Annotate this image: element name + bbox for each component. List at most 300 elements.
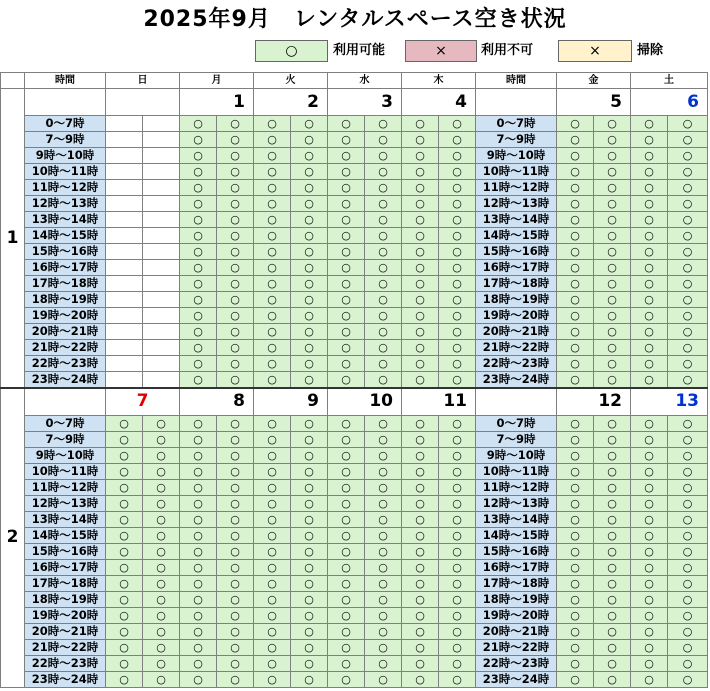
slot-cell[interactable]: ○ [557, 559, 594, 575]
slot-cell[interactable]: ○ [439, 212, 476, 228]
slot-cell[interactable]: ○ [291, 196, 328, 212]
slot-cell[interactable]: ○ [594, 372, 631, 389]
slot-cell[interactable]: ○ [106, 543, 143, 559]
slot-cell[interactable]: ○ [365, 132, 402, 148]
slot-cell[interactable]: ○ [365, 655, 402, 671]
slot-cell[interactable]: ○ [143, 607, 180, 623]
slot-cell[interactable]: ○ [106, 447, 143, 463]
slot-cell[interactable]: ○ [328, 447, 365, 463]
slot-cell[interactable]: ○ [439, 447, 476, 463]
slot-cell[interactable]: ○ [106, 655, 143, 671]
slot-cell[interactable]: ○ [557, 356, 594, 372]
slot-cell[interactable]: ○ [557, 495, 594, 511]
slot-cell[interactable]: ○ [439, 623, 476, 639]
slot-cell[interactable]: ○ [439, 132, 476, 148]
slot-cell[interactable]: ○ [365, 148, 402, 164]
slot-cell[interactable]: ○ [106, 591, 143, 607]
slot-cell[interactable]: ○ [439, 543, 476, 559]
slot-cell[interactable]: ○ [365, 543, 402, 559]
slot-cell[interactable]: ○ [106, 639, 143, 655]
slot-cell[interactable]: ○ [594, 607, 631, 623]
slot-cell[interactable]: ○ [402, 495, 439, 511]
slot-cell[interactable]: ○ [439, 527, 476, 543]
slot-cell[interactable]: ○ [217, 575, 254, 591]
slot-cell[interactable]: ○ [180, 607, 217, 623]
slot-cell[interactable]: ○ [106, 415, 143, 431]
slot-cell[interactable]: ○ [668, 543, 708, 559]
slot-cell[interactable]: ○ [180, 356, 217, 372]
slot-cell[interactable]: ○ [668, 372, 708, 389]
slot-cell[interactable]: ○ [254, 116, 291, 132]
slot-cell[interactable]: ○ [365, 276, 402, 292]
slot-cell[interactable]: ○ [402, 575, 439, 591]
slot-cell[interactable]: ○ [254, 356, 291, 372]
slot-cell[interactable]: ○ [291, 308, 328, 324]
slot-cell[interactable]: ○ [365, 463, 402, 479]
slot-cell[interactable]: ○ [557, 463, 594, 479]
slot-cell[interactable]: ○ [402, 543, 439, 559]
slot-cell[interactable]: ○ [291, 276, 328, 292]
slot-cell[interactable]: ○ [631, 212, 668, 228]
slot-cell[interactable]: ○ [291, 575, 328, 591]
slot-cell[interactable]: ○ [254, 260, 291, 276]
slot-cell[interactable]: ○ [217, 148, 254, 164]
slot-cell[interactable]: ○ [217, 244, 254, 260]
slot-cell[interactable]: ○ [254, 495, 291, 511]
slot-cell[interactable]: ○ [668, 575, 708, 591]
slot-cell[interactable]: ○ [180, 671, 217, 687]
slot-cell[interactable]: ○ [180, 244, 217, 260]
slot-cell[interactable]: ○ [291, 447, 328, 463]
slot-cell[interactable]: ○ [594, 655, 631, 671]
slot-cell[interactable]: ○ [594, 292, 631, 308]
slot-cell[interactable]: ○ [180, 308, 217, 324]
slot-cell[interactable]: ○ [631, 607, 668, 623]
slot-cell[interactable]: ○ [106, 511, 143, 527]
slot-cell[interactable]: ○ [594, 356, 631, 372]
slot-cell[interactable]: ○ [402, 431, 439, 447]
slot-cell[interactable]: ○ [668, 431, 708, 447]
slot-cell[interactable]: ○ [594, 527, 631, 543]
slot-cell[interactable]: ○ [217, 655, 254, 671]
slot-cell[interactable]: ○ [328, 527, 365, 543]
slot-cell[interactable]: ○ [439, 479, 476, 495]
slot-cell[interactable]: ○ [106, 527, 143, 543]
slot-cell[interactable]: ○ [291, 212, 328, 228]
slot-cell[interactable]: ○ [557, 212, 594, 228]
slot-cell[interactable]: ○ [402, 276, 439, 292]
slot-cell[interactable]: ○ [254, 415, 291, 431]
slot-cell[interactable]: ○ [143, 655, 180, 671]
slot-cell[interactable]: ○ [439, 324, 476, 340]
slot-cell[interactable]: ○ [254, 511, 291, 527]
slot-cell[interactable]: ○ [402, 479, 439, 495]
slot-cell[interactable]: ○ [217, 180, 254, 196]
slot-cell[interactable]: ○ [365, 228, 402, 244]
slot-cell[interactable]: ○ [439, 639, 476, 655]
slot-cell[interactable]: ○ [594, 431, 631, 447]
slot-cell[interactable]: ○ [631, 356, 668, 372]
slot-cell[interactable]: ○ [594, 148, 631, 164]
slot-cell[interactable]: ○ [668, 228, 708, 244]
slot-cell[interactable]: ○ [365, 260, 402, 276]
slot-cell[interactable]: ○ [668, 655, 708, 671]
slot-cell[interactable]: ○ [365, 415, 402, 431]
slot-cell[interactable]: ○ [557, 148, 594, 164]
slot-cell[interactable]: ○ [291, 543, 328, 559]
slot-cell[interactable]: ○ [254, 671, 291, 687]
slot-cell[interactable]: ○ [557, 511, 594, 527]
slot-cell[interactable]: ○ [180, 447, 217, 463]
slot-cell[interactable]: ○ [217, 543, 254, 559]
slot-cell[interactable]: ○ [365, 372, 402, 389]
slot-cell[interactable]: ○ [402, 148, 439, 164]
slot-cell[interactable]: ○ [254, 607, 291, 623]
slot-cell[interactable]: ○ [217, 228, 254, 244]
slot-cell[interactable]: ○ [180, 623, 217, 639]
slot-cell[interactable]: ○ [328, 116, 365, 132]
slot-cell[interactable]: ○ [402, 463, 439, 479]
slot-cell[interactable]: ○ [291, 228, 328, 244]
slot-cell[interactable]: ○ [217, 431, 254, 447]
slot-cell[interactable]: ○ [254, 212, 291, 228]
slot-cell[interactable]: ○ [557, 244, 594, 260]
slot-cell[interactable]: ○ [631, 623, 668, 639]
slot-cell[interactable]: ○ [668, 591, 708, 607]
slot-cell[interactable]: ○ [365, 431, 402, 447]
slot-cell[interactable]: ○ [402, 132, 439, 148]
slot-cell[interactable]: ○ [631, 180, 668, 196]
slot-cell[interactable]: ○ [439, 228, 476, 244]
slot-cell[interactable]: ○ [439, 463, 476, 479]
slot-cell[interactable]: ○ [631, 244, 668, 260]
slot-cell[interactable]: ○ [594, 212, 631, 228]
slot-cell[interactable]: ○ [557, 324, 594, 340]
slot-cell[interactable]: ○ [217, 607, 254, 623]
slot-cell[interactable]: ○ [365, 244, 402, 260]
slot-cell[interactable]: ○ [668, 447, 708, 463]
slot-cell[interactable]: ○ [557, 308, 594, 324]
slot-cell[interactable]: ○ [217, 623, 254, 639]
slot-cell[interactable]: ○ [365, 559, 402, 575]
slot-cell[interactable]: ○ [594, 511, 631, 527]
slot-cell[interactable]: ○ [439, 511, 476, 527]
slot-cell[interactable]: ○ [668, 324, 708, 340]
slot-cell[interactable]: ○ [668, 671, 708, 687]
slot-cell[interactable]: ○ [328, 340, 365, 356]
slot-cell[interactable]: ○ [328, 463, 365, 479]
slot-cell[interactable]: ○ [328, 671, 365, 687]
slot-cell[interactable]: ○ [328, 415, 365, 431]
slot-cell[interactable]: ○ [557, 543, 594, 559]
slot-cell[interactable]: ○ [217, 527, 254, 543]
slot-cell[interactable]: ○ [106, 463, 143, 479]
slot-cell[interactable]: ○ [291, 591, 328, 607]
slot-cell[interactable]: ○ [439, 276, 476, 292]
slot-cell[interactable]: ○ [557, 132, 594, 148]
slot-cell[interactable]: ○ [254, 180, 291, 196]
slot-cell[interactable]: ○ [439, 116, 476, 132]
slot-cell[interactable]: ○ [254, 431, 291, 447]
slot-cell[interactable]: ○ [106, 623, 143, 639]
slot-cell[interactable]: ○ [106, 431, 143, 447]
slot-cell[interactable]: ○ [631, 479, 668, 495]
slot-cell[interactable]: ○ [365, 324, 402, 340]
slot-cell[interactable]: ○ [217, 308, 254, 324]
slot-cell[interactable]: ○ [631, 292, 668, 308]
slot-cell[interactable]: ○ [594, 324, 631, 340]
slot-cell[interactable]: ○ [668, 340, 708, 356]
slot-cell[interactable]: ○ [557, 228, 594, 244]
slot-cell[interactable]: ○ [594, 164, 631, 180]
slot-cell[interactable]: ○ [557, 196, 594, 212]
slot-cell[interactable]: ○ [328, 543, 365, 559]
slot-cell[interactable]: ○ [180, 164, 217, 180]
slot-cell[interactable]: ○ [328, 479, 365, 495]
slot-cell[interactable]: ○ [594, 543, 631, 559]
slot-cell[interactable]: ○ [365, 527, 402, 543]
slot-cell[interactable]: ○ [180, 527, 217, 543]
slot-cell[interactable]: ○ [291, 559, 328, 575]
slot-cell[interactable]: ○ [668, 212, 708, 228]
slot-cell[interactable]: ○ [402, 164, 439, 180]
slot-cell[interactable]: ○ [180, 148, 217, 164]
slot-cell[interactable]: ○ [402, 228, 439, 244]
slot-cell[interactable]: ○ [668, 623, 708, 639]
slot-cell[interactable]: ○ [439, 148, 476, 164]
slot-cell[interactable]: ○ [180, 463, 217, 479]
slot-cell[interactable]: ○ [291, 607, 328, 623]
slot-cell[interactable]: ○ [402, 372, 439, 389]
slot-cell[interactable]: ○ [143, 639, 180, 655]
slot-cell[interactable]: ○ [439, 260, 476, 276]
slot-cell[interactable]: ○ [328, 180, 365, 196]
slot-cell[interactable]: ○ [254, 463, 291, 479]
slot-cell[interactable]: ○ [557, 607, 594, 623]
slot-cell[interactable]: ○ [594, 479, 631, 495]
slot-cell[interactable]: ○ [328, 591, 365, 607]
slot-cell[interactable]: ○ [365, 671, 402, 687]
slot-cell[interactable]: ○ [254, 447, 291, 463]
slot-cell[interactable]: ○ [143, 447, 180, 463]
slot-cell[interactable]: ○ [631, 447, 668, 463]
slot-cell[interactable]: ○ [668, 260, 708, 276]
slot-cell[interactable]: ○ [365, 511, 402, 527]
slot-cell[interactable]: ○ [217, 356, 254, 372]
slot-cell[interactable]: ○ [180, 415, 217, 431]
slot-cell[interactable]: ○ [631, 495, 668, 511]
slot-cell[interactable]: ○ [328, 308, 365, 324]
slot-cell[interactable]: ○ [291, 244, 328, 260]
slot-cell[interactable]: ○ [217, 164, 254, 180]
slot-cell[interactable]: ○ [557, 340, 594, 356]
slot-cell[interactable]: ○ [631, 116, 668, 132]
slot-cell[interactable]: ○ [328, 607, 365, 623]
slot-cell[interactable]: ○ [439, 356, 476, 372]
slot-cell[interactable]: ○ [631, 431, 668, 447]
slot-cell[interactable]: ○ [291, 340, 328, 356]
slot-cell[interactable]: ○ [668, 292, 708, 308]
slot-cell[interactable]: ○ [254, 132, 291, 148]
slot-cell[interactable]: ○ [291, 671, 328, 687]
slot-cell[interactable]: ○ [291, 356, 328, 372]
slot-cell[interactable]: ○ [557, 447, 594, 463]
slot-cell[interactable]: ○ [180, 431, 217, 447]
slot-cell[interactable]: ○ [106, 607, 143, 623]
slot-cell[interactable]: ○ [254, 292, 291, 308]
slot-cell[interactable]: ○ [291, 431, 328, 447]
slot-cell[interactable]: ○ [668, 308, 708, 324]
slot-cell[interactable]: ○ [106, 495, 143, 511]
slot-cell[interactable]: ○ [328, 511, 365, 527]
slot-cell[interactable]: ○ [217, 132, 254, 148]
slot-cell[interactable]: ○ [402, 356, 439, 372]
slot-cell[interactable]: ○ [291, 132, 328, 148]
slot-cell[interactable]: ○ [217, 447, 254, 463]
slot-cell[interactable]: ○ [180, 212, 217, 228]
slot-cell[interactable]: ○ [365, 591, 402, 607]
slot-cell[interactable]: ○ [180, 180, 217, 196]
slot-cell[interactable]: ○ [328, 655, 365, 671]
slot-cell[interactable]: ○ [631, 164, 668, 180]
slot-cell[interactable]: ○ [594, 639, 631, 655]
slot-cell[interactable]: ○ [328, 431, 365, 447]
slot-cell[interactable]: ○ [106, 479, 143, 495]
slot-cell[interactable]: ○ [328, 164, 365, 180]
slot-cell[interactable]: ○ [328, 495, 365, 511]
slot-cell[interactable]: ○ [668, 463, 708, 479]
slot-cell[interactable]: ○ [180, 324, 217, 340]
slot-cell[interactable]: ○ [254, 543, 291, 559]
slot-cell[interactable]: ○ [180, 655, 217, 671]
slot-cell[interactable]: ○ [365, 623, 402, 639]
slot-cell[interactable]: ○ [328, 196, 365, 212]
slot-cell[interactable]: ○ [217, 495, 254, 511]
slot-cell[interactable]: ○ [594, 180, 631, 196]
slot-cell[interactable]: ○ [217, 479, 254, 495]
slot-cell[interactable]: ○ [143, 479, 180, 495]
slot-cell[interactable]: ○ [402, 415, 439, 431]
slot-cell[interactable]: ○ [668, 180, 708, 196]
slot-cell[interactable]: ○ [180, 543, 217, 559]
slot-cell[interactable]: ○ [402, 607, 439, 623]
slot-cell[interactable]: ○ [365, 495, 402, 511]
slot-cell[interactable]: ○ [631, 559, 668, 575]
slot-cell[interactable]: ○ [291, 372, 328, 389]
slot-cell[interactable]: ○ [180, 372, 217, 389]
slot-cell[interactable]: ○ [254, 623, 291, 639]
slot-cell[interactable]: ○ [254, 164, 291, 180]
slot-cell[interactable]: ○ [328, 559, 365, 575]
slot-cell[interactable]: ○ [668, 495, 708, 511]
slot-cell[interactable]: ○ [217, 591, 254, 607]
slot-cell[interactable]: ○ [254, 372, 291, 389]
slot-cell[interactable]: ○ [668, 276, 708, 292]
slot-cell[interactable]: ○ [402, 260, 439, 276]
slot-cell[interactable]: ○ [217, 212, 254, 228]
slot-cell[interactable]: ○ [365, 356, 402, 372]
slot-cell[interactable]: ○ [594, 196, 631, 212]
slot-cell[interactable]: ○ [557, 292, 594, 308]
slot-cell[interactable]: ○ [668, 639, 708, 655]
slot-cell[interactable]: ○ [143, 463, 180, 479]
slot-cell[interactable]: ○ [668, 607, 708, 623]
slot-cell[interactable]: ○ [557, 639, 594, 655]
slot-cell[interactable]: ○ [594, 671, 631, 687]
slot-cell[interactable]: ○ [402, 639, 439, 655]
slot-cell[interactable]: ○ [668, 116, 708, 132]
slot-cell[interactable]: ○ [254, 340, 291, 356]
slot-cell[interactable]: ○ [631, 324, 668, 340]
slot-cell[interactable]: ○ [557, 116, 594, 132]
slot-cell[interactable]: ○ [291, 180, 328, 196]
slot-cell[interactable]: ○ [254, 228, 291, 244]
slot-cell[interactable]: ○ [668, 356, 708, 372]
slot-cell[interactable]: ○ [402, 244, 439, 260]
slot-cell[interactable]: ○ [668, 415, 708, 431]
slot-cell[interactable]: ○ [668, 148, 708, 164]
slot-cell[interactable]: ○ [439, 164, 476, 180]
slot-cell[interactable]: ○ [365, 292, 402, 308]
slot-cell[interactable]: ○ [402, 196, 439, 212]
slot-cell[interactable]: ○ [402, 623, 439, 639]
slot-cell[interactable]: ○ [594, 132, 631, 148]
slot-cell[interactable]: ○ [217, 559, 254, 575]
slot-cell[interactable]: ○ [291, 655, 328, 671]
slot-cell[interactable]: ○ [402, 559, 439, 575]
slot-cell[interactable]: ○ [180, 495, 217, 511]
slot-cell[interactable]: ○ [328, 639, 365, 655]
slot-cell[interactable]: ○ [439, 495, 476, 511]
slot-cell[interactable]: ○ [402, 116, 439, 132]
slot-cell[interactable]: ○ [668, 196, 708, 212]
slot-cell[interactable]: ○ [439, 415, 476, 431]
slot-cell[interactable]: ○ [594, 276, 631, 292]
slot-cell[interactable]: ○ [365, 196, 402, 212]
slot-cell[interactable]: ○ [557, 479, 594, 495]
slot-cell[interactable]: ○ [291, 415, 328, 431]
slot-cell[interactable]: ○ [668, 559, 708, 575]
slot-cell[interactable]: ○ [594, 116, 631, 132]
slot-cell[interactable]: ○ [180, 559, 217, 575]
slot-cell[interactable]: ○ [594, 340, 631, 356]
slot-cell[interactable]: ○ [328, 623, 365, 639]
slot-cell[interactable]: ○ [254, 591, 291, 607]
slot-cell[interactable]: ○ [439, 559, 476, 575]
slot-cell[interactable]: ○ [557, 164, 594, 180]
slot-cell[interactable]: ○ [254, 324, 291, 340]
slot-cell[interactable]: ○ [365, 607, 402, 623]
slot-cell[interactable]: ○ [631, 196, 668, 212]
slot-cell[interactable]: ○ [594, 260, 631, 276]
slot-cell[interactable]: ○ [217, 415, 254, 431]
slot-cell[interactable]: ○ [402, 671, 439, 687]
slot-cell[interactable]: ○ [365, 212, 402, 228]
slot-cell[interactable]: ○ [106, 575, 143, 591]
slot-cell[interactable]: ○ [217, 116, 254, 132]
slot-cell[interactable]: ○ [328, 372, 365, 389]
slot-cell[interactable]: ○ [631, 639, 668, 655]
slot-cell[interactable]: ○ [254, 276, 291, 292]
slot-cell[interactable]: ○ [254, 244, 291, 260]
slot-cell[interactable]: ○ [291, 527, 328, 543]
slot-cell[interactable]: ○ [594, 244, 631, 260]
slot-cell[interactable]: ○ [365, 639, 402, 655]
slot-cell[interactable]: ○ [557, 260, 594, 276]
slot-cell[interactable]: ○ [180, 228, 217, 244]
slot-cell[interactable]: ○ [557, 527, 594, 543]
slot-cell[interactable]: ○ [254, 655, 291, 671]
